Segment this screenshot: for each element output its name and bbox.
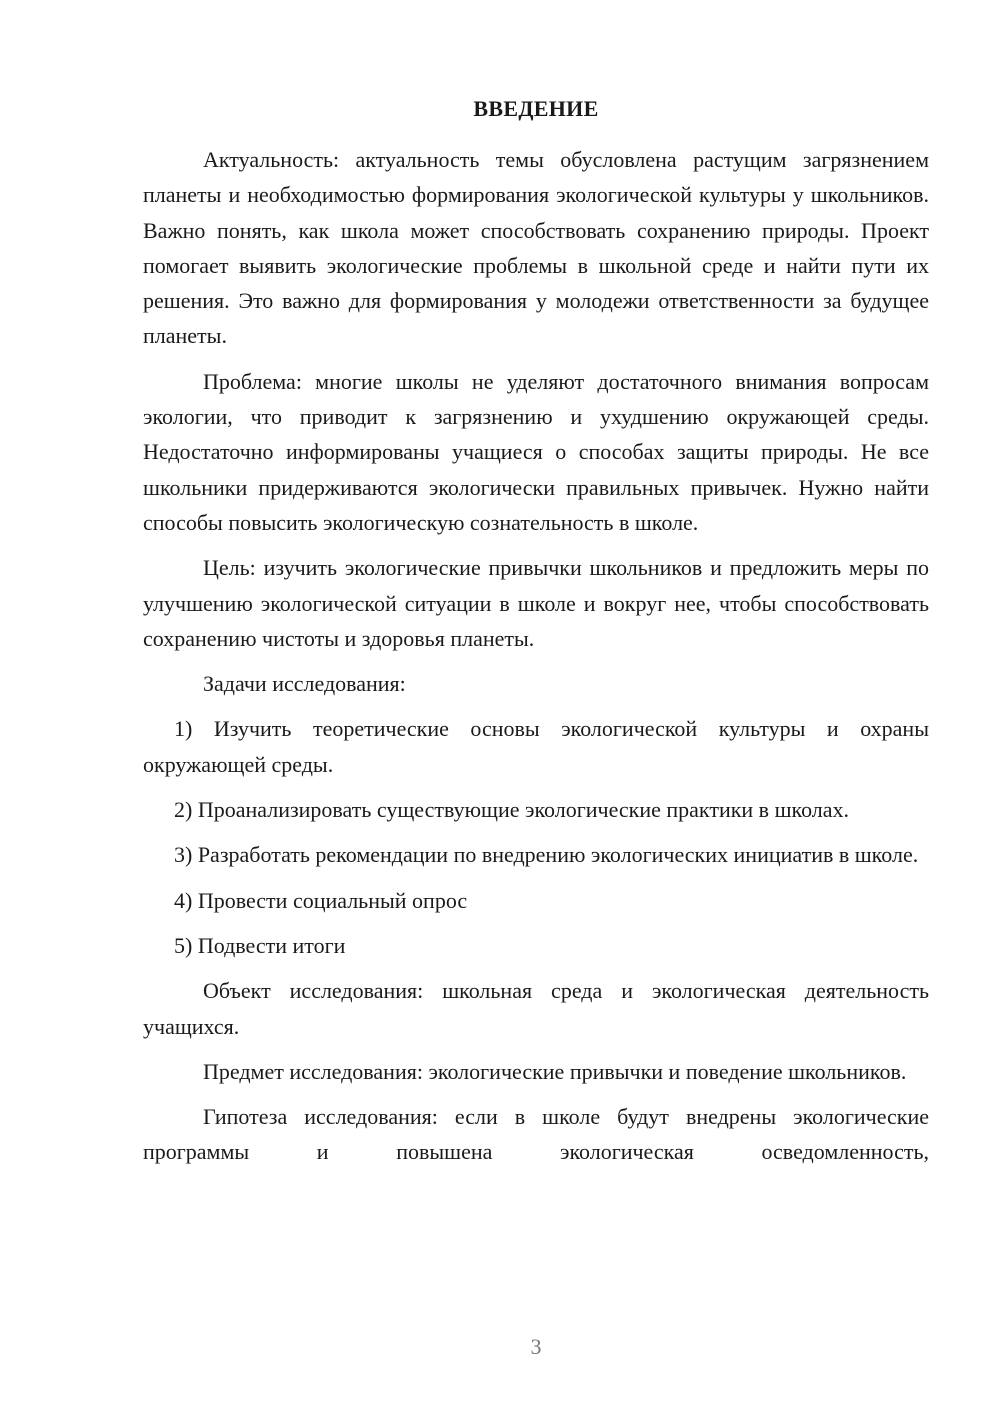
list-item-task-5: 5) Подвести итоги — [174, 932, 346, 958]
paragraph-goal: Цель: изучить экологические привычки школьников и предложить меры по улучшению экологической ситуации в школе и вокруг нее, чтобы способствовать сохранению чистоты и здоровья планеты. — [143, 555, 929, 651]
paragraph-subject: Предмет исследования: экологические привычки и поведение школьников. — [203, 1058, 907, 1084]
list-item-task-4: 4) Провести социальный опрос — [174, 887, 468, 913]
section-title: ВВЕДЕНИЕ — [473, 96, 599, 121]
paragraph-tasks-heading: Задачи исследования: — [203, 671, 406, 697]
paragraph-object: Объект исследования: школьная среда и экологическая деятельность учащихся. — [143, 978, 929, 1039]
list-item-task-3: 3) Разработать рекомендации по внедрению экологических инициатив в школе. — [174, 842, 919, 868]
paragraph-problem: Проблема: многие школы не уделяют достаточного внимания вопросам экологии, что приводит к загрязнению и ухудшению окружающей среды. Недостаточно информированы учащиеся о способах защиты природы. Не все школьники придерживаются экологически правильных привычек. Нужно найти способы повысить экологическую сознательность в школе. — [143, 368, 929, 535]
paragraph-hypothesis: Гипотеза исследования: если в школе будут внедрены экологические программы и повышена экологическая осведомленность, — [143, 1104, 929, 1165]
page-number: 3 — [530, 1334, 542, 1359]
list-item-task-2: 2) Проанализировать существующие экологические практики в школах. — [174, 797, 850, 823]
paragraph-relevance: Актуальность: актуальность темы обусловлена растущим загрязнением планеты и необходимостью формирования экологической культуры у школьников. Важно понять, как школа может способствовать сохранению природы. Проект помогает выявить экологические проблемы в школьной среде и найти пути их решения. Это важно для формирования у молодежи ответственности за будущее планеты. — [143, 147, 929, 349]
document-body — [143, 142, 929, 1170]
list-item-task-1: 1) Изучить теоретические основы экологической культуры и охраны окружающей среды. — [143, 716, 929, 777]
